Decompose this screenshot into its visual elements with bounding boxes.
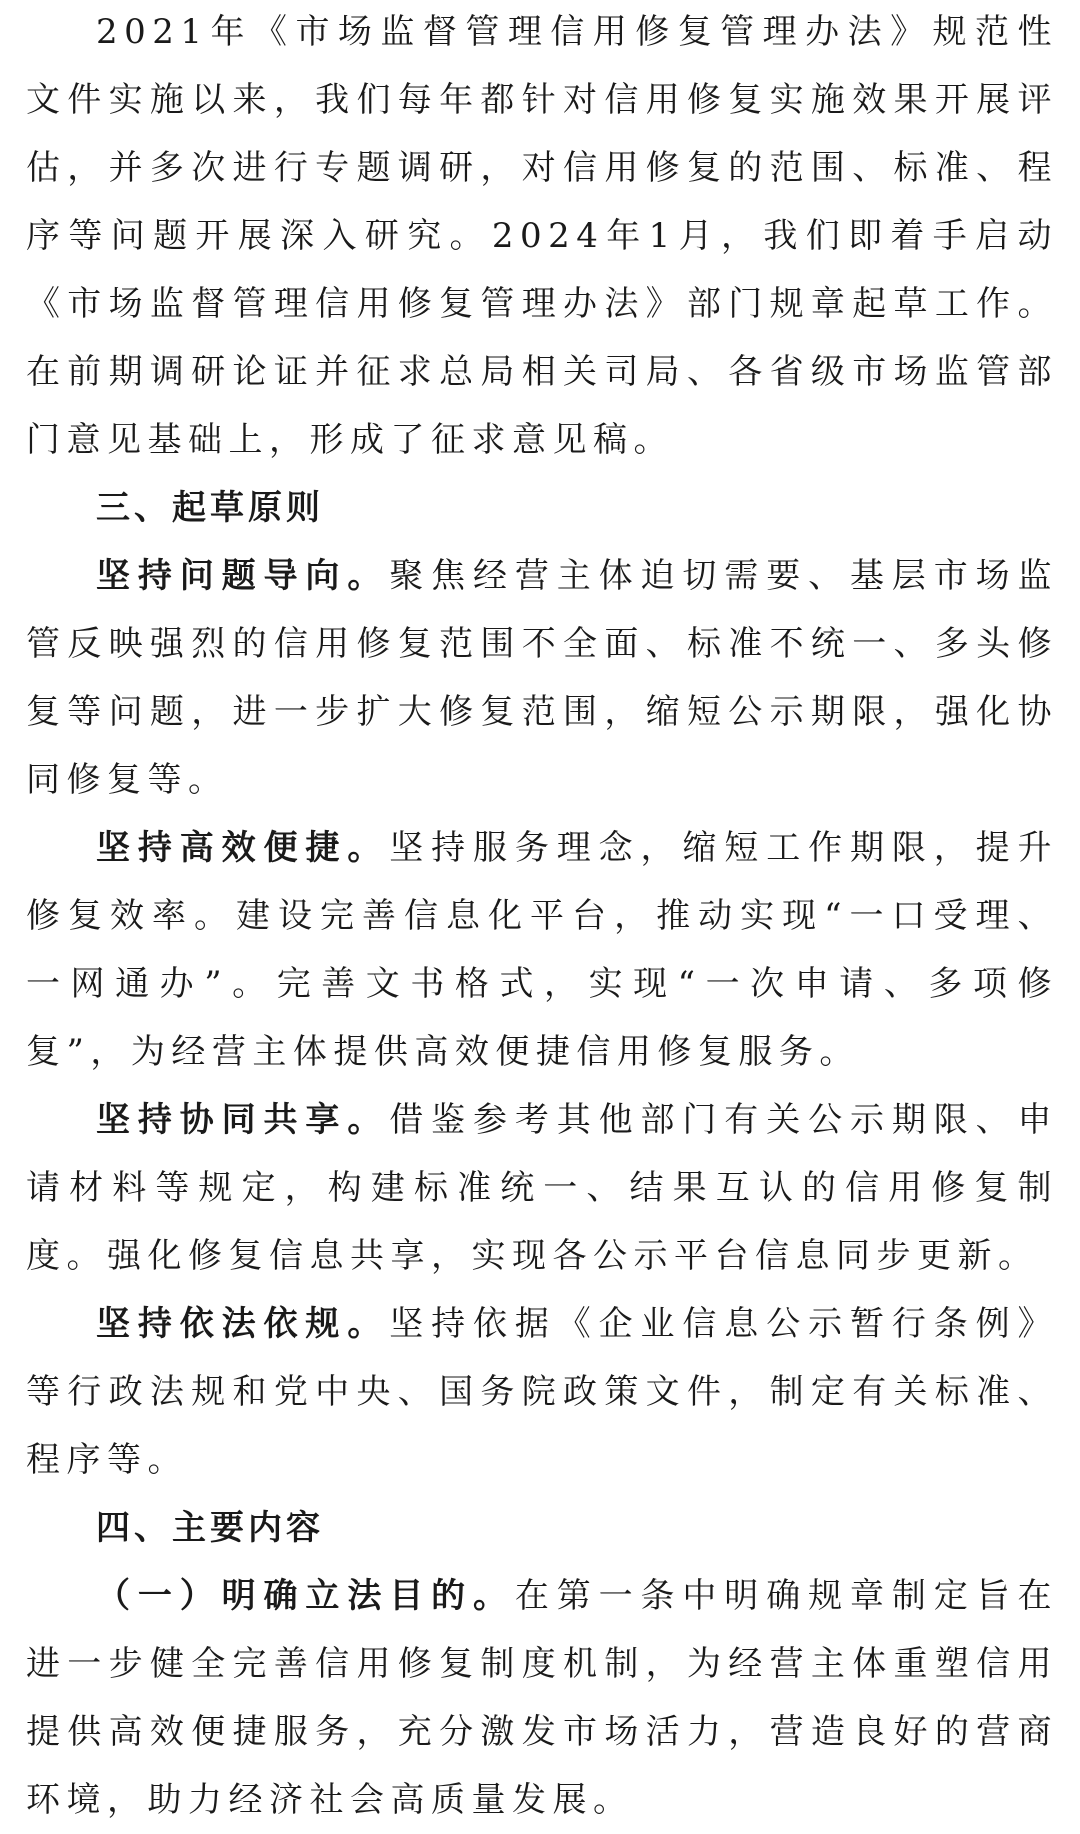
paragraph-lead: 坚持问题导向。 — [96, 556, 390, 596]
paragraph-lead: （一）明确立法目的。 — [96, 1576, 515, 1616]
paragraph-body: 坚持服务理念，缩短工作期限，提升修复效率。建设完善信息化平台，推动实现“一口受理、一网通办”。完善文书格式，实现“一次申请、多项修复”，为经营主体提供高效便捷信用修复服务。 — [26, 828, 1059, 1072]
paragraph-lead: 坚持高效便捷。 — [96, 828, 390, 868]
paragraph-body: 坚持依据《企业信息公示暂行条例》等行政法规和党中央、国务院政策文件，制定有关标准、程序等。 — [26, 1304, 1059, 1480]
paragraph-law-based — [26, 1290, 1058, 1494]
section-heading-text: 三、起草原则 — [96, 488, 324, 528]
section-heading-text: 四、主要内容 — [96, 1508, 324, 1548]
paragraph-background-text: 2021年《市场监督管理信用修复管理办法》规范性文件实施以来，我们每年都针对信用修复实施效果开展评估，并多次进行专题调研，对信用修复的范围、标准、程序等问题开展深入研究。2024年1月，我们即着手启动《市场监督管理信用修复管理办法》部门规章起草工作。在前期调研论证并征求总局相关司局、各省级市场监管部门意见基础上，形成了征求意见稿。 — [26, 12, 1058, 460]
paragraph-body: 聚焦经营主体迫切需要、基层市场监管反映强烈的信用修复范围不全面、标准不统一、多头修复等问题，进一步扩大修复范围，缩短公示期限，强化协同修复等。 — [26, 556, 1059, 800]
paragraph-lead: 坚持协同共享。 — [96, 1100, 390, 1140]
paragraph-lead: 坚持依法依规。 — [96, 1304, 390, 1344]
paragraph-collaborative-sharing — [26, 1086, 1058, 1290]
paragraph-body: 在第一条中明确规章制定旨在进一步健全完善信用修复制度机制，为经营主体重塑信用提供高效便捷服务，充分激发市场活力，营造良好的营商环境，助力经济社会高质量发展。 — [26, 1576, 1059, 1820]
section-heading-main-content — [26, 1494, 1058, 1562]
paragraph-body: 借鉴参考其他部门有关公示期限、申请材料等规定，构建标准统一、结果互认的信用修复制度。强化修复信息共享，实现各公示平台信息同步更新。 — [26, 1100, 1059, 1276]
paragraph-efficient-convenient — [26, 814, 1058, 1086]
paragraph-problem-oriented — [26, 542, 1058, 814]
section-heading-drafting-principles — [26, 474, 1058, 542]
paragraph-background — [26, 0, 1058, 474]
paragraph-legislative-purpose — [26, 1562, 1058, 1834]
